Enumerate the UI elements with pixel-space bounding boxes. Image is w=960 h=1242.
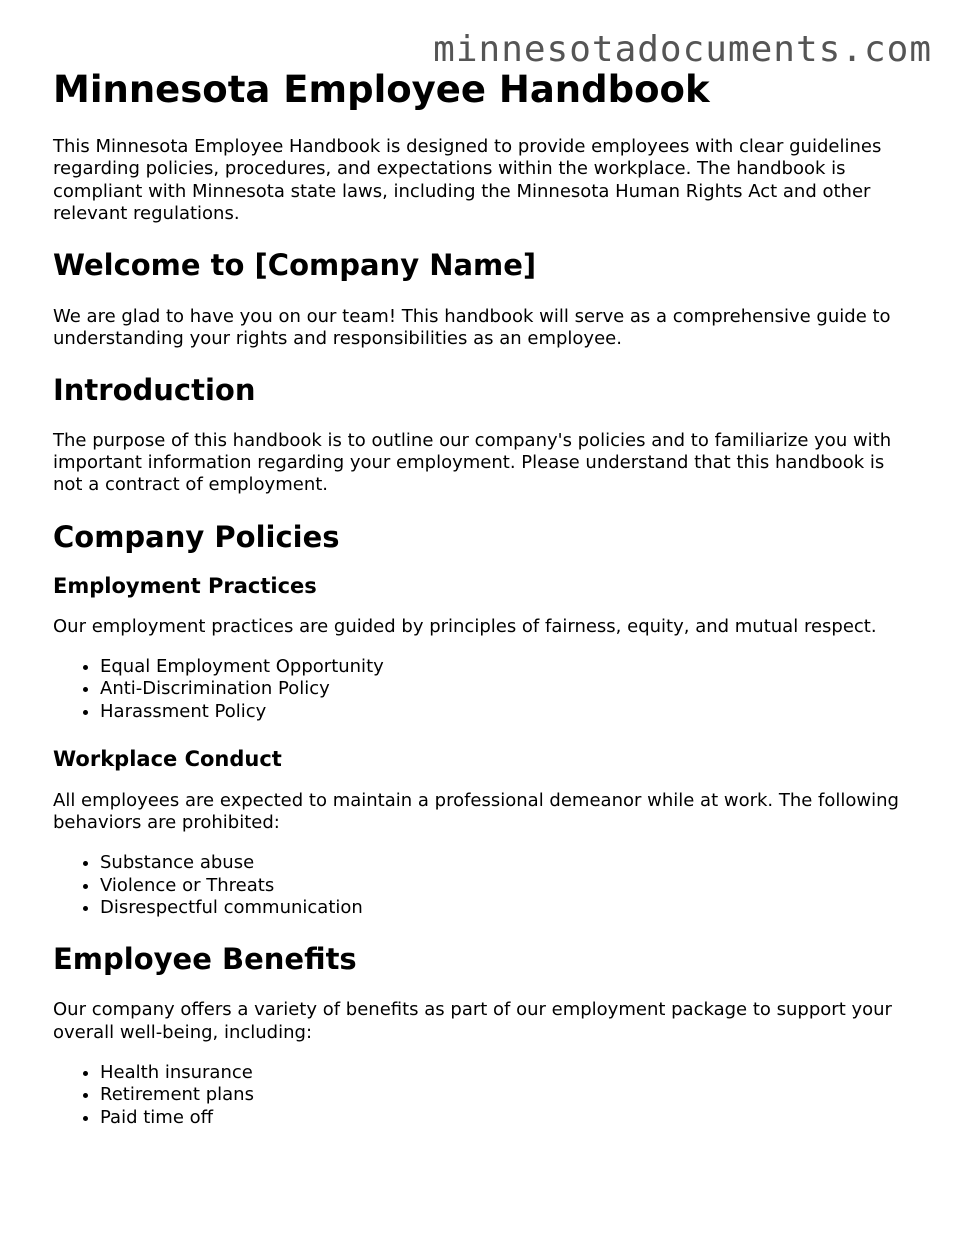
employment-practices-text: Our employment practices are guided by principles of fairness, equity, and mutual respect. (53, 615, 877, 637)
employee-benefits-text: Our company offers a variety of benefits as part of our employment package to support your overall well-being, including: (53, 999, 892, 1043)
welcome-heading: Welcome to [Company Name] (53, 248, 537, 283)
welcome-text: We are glad to have you on our team! This handbook will serve as a comprehensive guide to understanding your rights and responsibilities as an employee. (53, 306, 891, 350)
introduction-section (53, 372, 903, 497)
company-policies-heading: Company Policies (53, 519, 340, 554)
list-item: • Retirement plans (100, 1084, 903, 1106)
welcome-section (53, 247, 903, 351)
list-item: • Substance abuse (100, 852, 903, 874)
intro-paragraph: This Minnesota Employee Handbook is designed to provide employees with clear guidelines regarding policies, procedures, and expectations within the workplace. The handbook is compliant with Minnesota state laws, including the Minnesota Human Rights Act and other relevant regulations. (53, 136, 882, 224)
workplace-conduct-text: All employees are expected to maintain a professional demeanor while at work. The following behaviors are prohibited: (53, 789, 899, 834)
introduction-text: The purpose of this handbook is to outline our company's policies and to familiarize you with important information regarding your employment. Please understand that this handbook is not a contract of employment. (53, 429, 892, 496)
list-item: • Violence or Threats (100, 875, 903, 897)
employee-benefits-heading: Employee Benefits (53, 942, 357, 977)
list-item: • Harassment Policy (100, 701, 903, 723)
employment-practices-heading: Employment Practices (53, 573, 317, 598)
employee-benefits-list (53, 1062, 903, 1129)
list-item: • Disrespectful communication (100, 897, 903, 919)
site-watermark: minnesotadocuments.com (433, 29, 932, 70)
workplace-conduct-list (53, 852, 903, 919)
company-policies-section (53, 519, 903, 920)
introduction-heading: Introduction (53, 372, 256, 407)
employee-benefits-section (53, 941, 903, 1128)
workplace-conduct-heading: Workplace Conduct (53, 746, 282, 771)
list-item: • Health insurance (100, 1062, 903, 1084)
document-title: Minnesota Employee Handbook (53, 68, 710, 111)
list-item: • Paid time off (100, 1107, 903, 1129)
list-item: • Equal Employment Opportunity (100, 656, 903, 678)
employment-practices-list (53, 656, 903, 723)
document-body (53, 66, 903, 1129)
list-item: • Anti-Discrimination Policy (100, 678, 903, 700)
